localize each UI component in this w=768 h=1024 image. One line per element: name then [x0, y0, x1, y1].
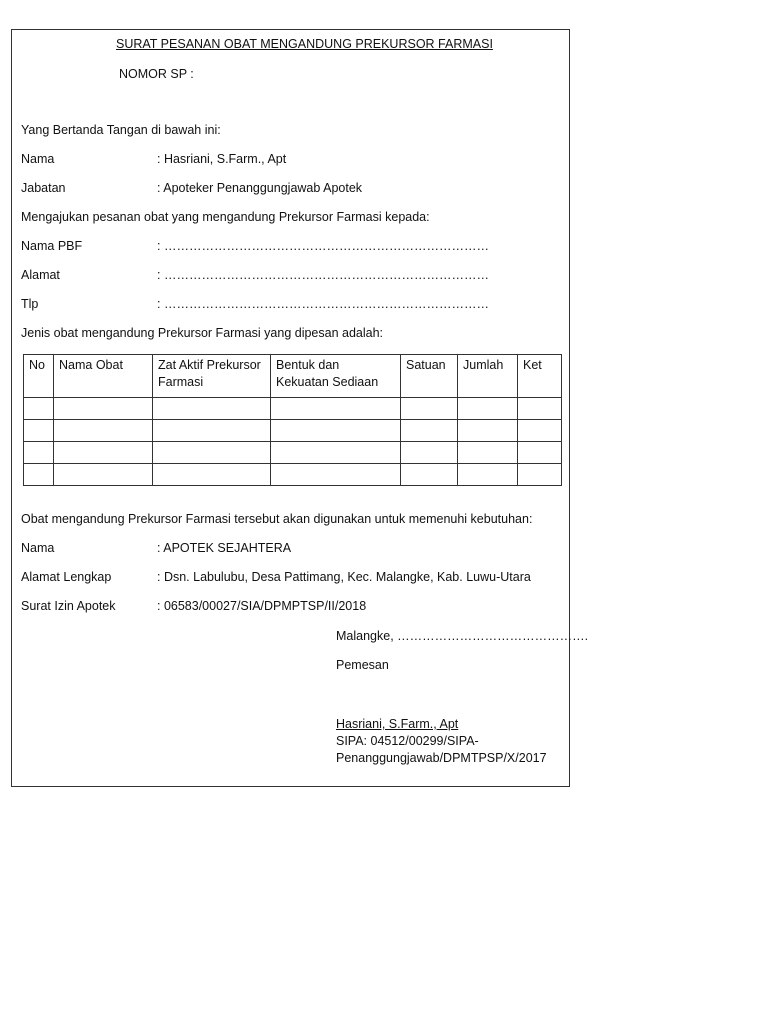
signer-name-label: Nama: [21, 152, 55, 166]
column-header-zat-aktif: Zat Aktif Prekursor Farmasi: [153, 355, 271, 398]
pbf-phone-label: Tlp: [21, 297, 39, 311]
sipa-number-line2: Penanggungjawab/DPMTPSP/X/2017: [336, 751, 547, 765]
table-cell[interactable]: [54, 398, 153, 420]
pharmacy-address-value: : Dsn. Labulubu, Desa Pattimang, Kec. Malangke, Kab. Luwu-Utara: [157, 570, 531, 584]
place-date-line: Malangke, ……………………………………….: [336, 629, 589, 643]
table-row: [24, 442, 562, 464]
sipa-number-line1: SIPA: 04512/00299/SIPA-: [336, 734, 479, 748]
table-cell[interactable]: [271, 464, 401, 486]
pharmacy-address-label: Alamat Lengkap: [21, 570, 112, 584]
table-cell[interactable]: [271, 442, 401, 464]
pbf-name-value: : ……………………………………………………………………: [157, 239, 489, 253]
pharmacy-name-value: : APOTEK SEJAHTERA: [157, 541, 292, 555]
table-cell[interactable]: [518, 464, 562, 486]
table-intro-text: Jenis obat mengandung Prekursor Farmasi yang dipesan adalah:: [21, 326, 384, 340]
table-cell[interactable]: [518, 420, 562, 442]
table-cell[interactable]: [401, 420, 458, 442]
table-cell[interactable]: [458, 464, 518, 486]
table-cell[interactable]: [458, 420, 518, 442]
table-cell[interactable]: [271, 398, 401, 420]
pbf-address-value: : ……………………………………………………………………: [157, 268, 489, 282]
table-header-row: [24, 355, 562, 398]
usage-intro-text: Obat mengandung Prekursor Farmasi tersebut akan digunakan untuk memenuhi kebutuhan:: [21, 512, 533, 526]
table-cell[interactable]: [54, 464, 153, 486]
signer-name-value: : Hasriani, S.Farm., Apt: [157, 152, 287, 166]
request-intro-text: Mengajukan pesanan obat yang mengandung Prekursor Farmasi kepada:: [21, 210, 430, 224]
column-header-nama-obat: Nama Obat: [54, 355, 153, 398]
table-cell[interactable]: [401, 442, 458, 464]
table-cell[interactable]: [54, 442, 153, 464]
column-header-jumlah: Jumlah: [458, 355, 518, 398]
table-row: [24, 464, 562, 486]
table-row: [24, 420, 562, 442]
table-cell[interactable]: [458, 442, 518, 464]
table-cell[interactable]: [518, 442, 562, 464]
pbf-phone-value: : ……………………………………………………………………: [157, 297, 489, 311]
pbf-name-label: Nama PBF: [21, 239, 83, 253]
order-letter-form: [11, 29, 589, 787]
table-cell[interactable]: [153, 398, 271, 420]
table-cell[interactable]: [54, 420, 153, 442]
signer-role: Pemesan: [336, 658, 389, 672]
document-title: SURAT PESANAN OBAT MENGANDUNG PREKURSOR FARMASI: [116, 37, 493, 51]
pharmacy-name-label: Nama: [21, 541, 55, 555]
table-cell[interactable]: [24, 442, 54, 464]
column-header-bentuk-kekuatan: Bentuk dan Kekuatan Sediaan: [271, 355, 401, 398]
table-cell[interactable]: [401, 464, 458, 486]
table-cell[interactable]: [24, 464, 54, 486]
signer-position-label: Jabatan: [21, 181, 66, 195]
table-cell[interactable]: [271, 420, 401, 442]
pharmacy-license-value: : 06583/00027/SIA/DPMPTSP/II/2018: [157, 599, 367, 613]
pbf-address-label: Alamat: [21, 268, 60, 282]
table-cell[interactable]: [153, 442, 271, 464]
table-cell[interactable]: [518, 398, 562, 420]
table-cell[interactable]: [153, 464, 271, 486]
table-cell[interactable]: [24, 420, 54, 442]
table-cell[interactable]: [153, 420, 271, 442]
table-cell[interactable]: [458, 398, 518, 420]
table-row: [24, 398, 562, 420]
column-header-no: No: [24, 355, 54, 398]
order-items-table: [23, 354, 562, 486]
signer-position-value: : Apoteker Penanggungjawab Apotek: [157, 181, 363, 195]
intro-text: Yang Bertanda Tangan di bawah ini:: [21, 123, 221, 137]
column-header-ket: Ket: [518, 355, 562, 398]
column-header-satuan: Satuan: [401, 355, 458, 398]
pharmacy-license-label: Surat Izin Apotek: [21, 599, 116, 613]
signature-name: Hasriani, S.Farm., Apt: [336, 717, 459, 731]
table-cell[interactable]: [401, 398, 458, 420]
table-cell[interactable]: [24, 398, 54, 420]
nomor-sp-label: NOMOR SP :: [119, 67, 194, 81]
